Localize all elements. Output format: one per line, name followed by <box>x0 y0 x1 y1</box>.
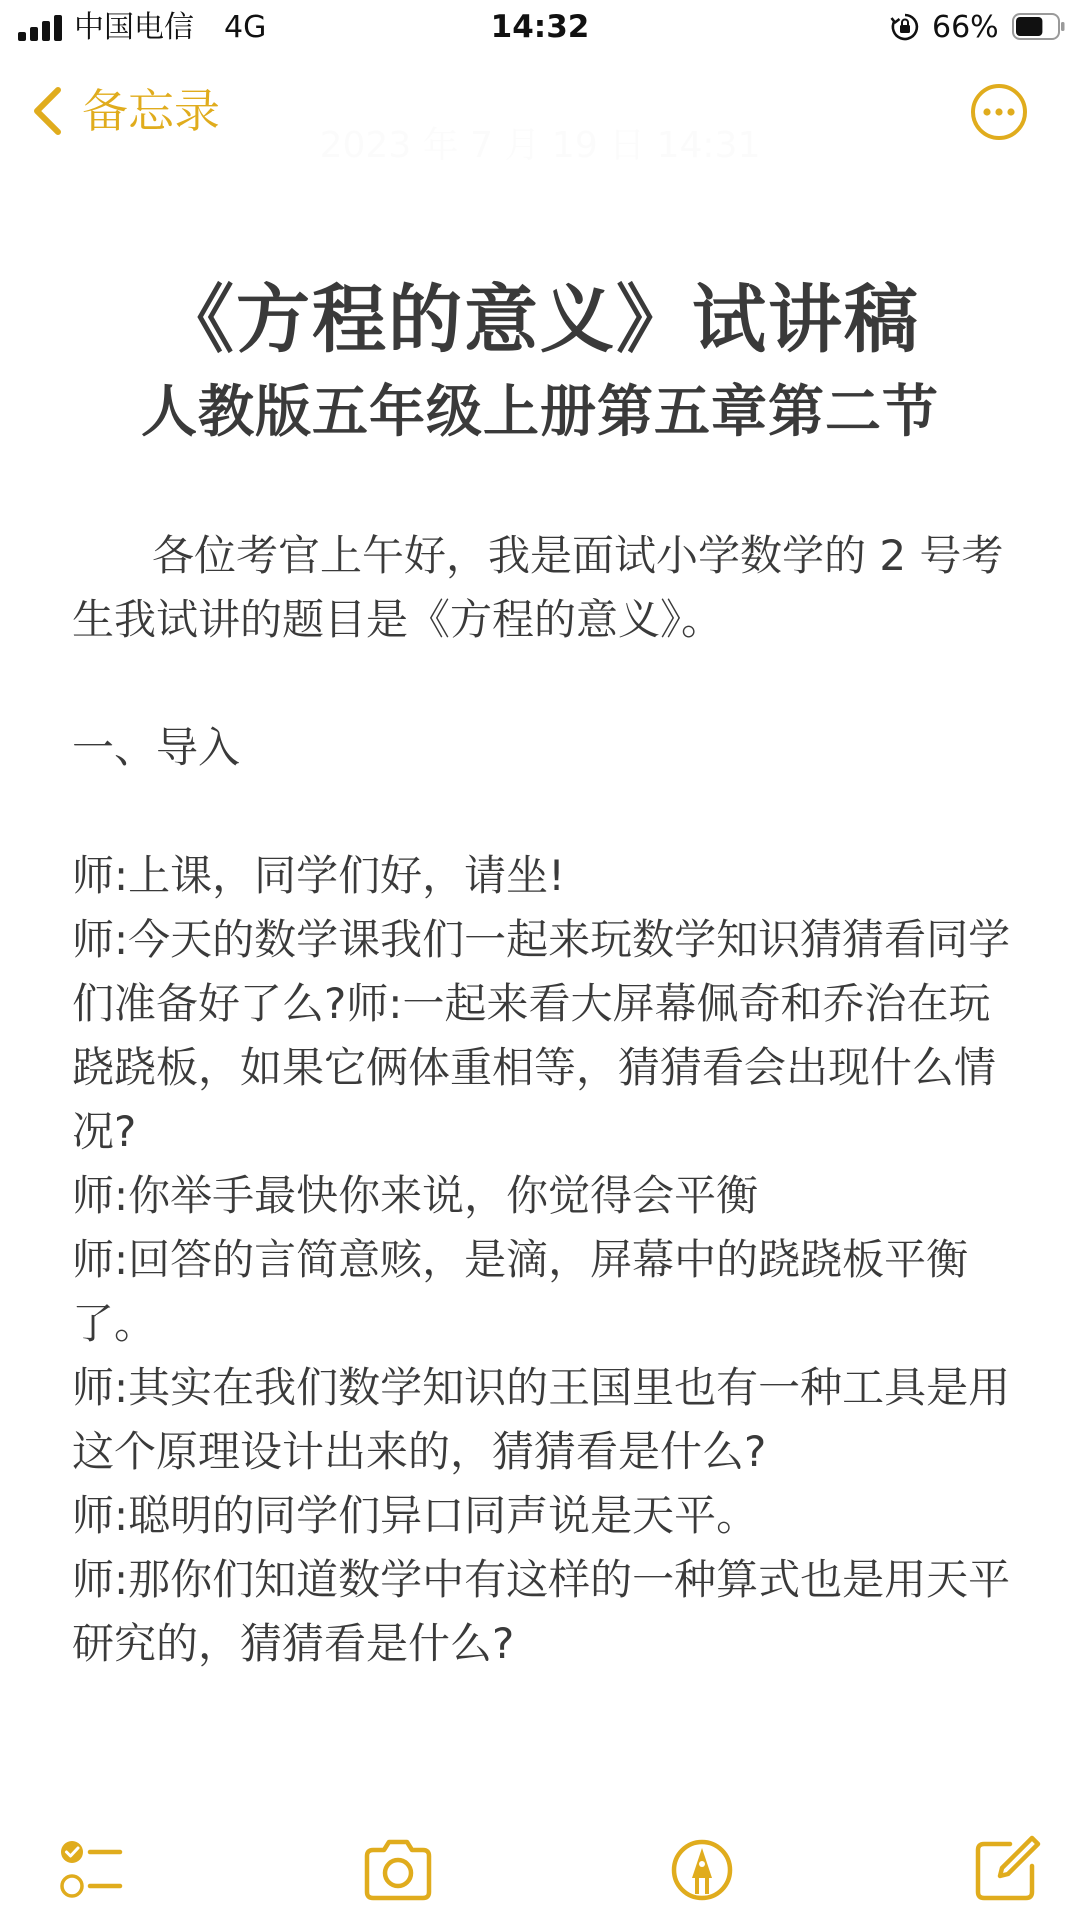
status-bar <box>0 0 1080 56</box>
camera-icon <box>358 1830 438 1910</box>
note-body[interactable] <box>72 524 1022 1676</box>
section-heading: 一、导入 <box>72 723 241 772</box>
note-paragraph: 师:上课，同学们好，请坐! <box>72 851 565 900</box>
checklist-icon <box>52 1830 132 1910</box>
note-title: 《方程的意义》试讲稿 <box>160 277 920 363</box>
compose-button[interactable] <box>966 1830 1046 1910</box>
blank-line <box>72 652 1022 716</box>
battery-percent: 66% <box>932 10 999 45</box>
status-time: 14:32 <box>490 9 590 45</box>
note-paragraph: 师:其实在我们数学知识的王国里也有一种工具是用这个原理设计出来的，猜猜看是什么? <box>72 1363 1011 1476</box>
note-paragraph: 师:那你们知道数学中有这样的一种算式也是用天平研究的，猜猜看是什么? <box>72 1555 1011 1668</box>
note-subtitle: 人教版五年级上册第五章第二节 <box>141 380 939 445</box>
note-date: 2023 年 7 月 19 日 14:31 <box>319 125 761 166</box>
network-type: 4G <box>224 10 267 45</box>
checklist-button[interactable] <box>52 1830 132 1910</box>
battery-icon <box>1012 13 1066 40</box>
note-paragraph: 各位考官上午好，我是面试小学数学的 2 号考生我试讲的题目是《方程的意义》。 <box>72 531 1004 644</box>
note-paragraph: 师:回答的言简意赅，是滴，屏幕中的跷跷板平衡了。 <box>72 1235 969 1348</box>
orientation-lock-icon <box>890 12 920 42</box>
note-paragraph: 师:你举手最快你来说，你觉得会平衡 <box>72 1171 759 1220</box>
compose-icon <box>966 1830 1046 1910</box>
markup-pen-icon <box>662 1830 742 1910</box>
back-label: 备忘录 <box>82 84 220 138</box>
carrier-name: 中国电信 <box>74 10 194 45</box>
bottom-toolbar <box>0 1830 1080 1910</box>
note-paragraph: 师:聪明的同学们异口同声说是天平。 <box>72 1491 759 1540</box>
blank-line <box>72 780 1022 844</box>
markup-button[interactable] <box>662 1830 742 1910</box>
note-paragraph: 师:今天的数学课我们一起来玩数学知识猜猜看同学们准备好了么?师:一起来看大屏幕佩奇和乔治在玩跷跷板，如果它俩体重相等，猜猜看会出现什么情况? <box>72 915 1011 1156</box>
camera-button[interactable] <box>358 1830 438 1910</box>
